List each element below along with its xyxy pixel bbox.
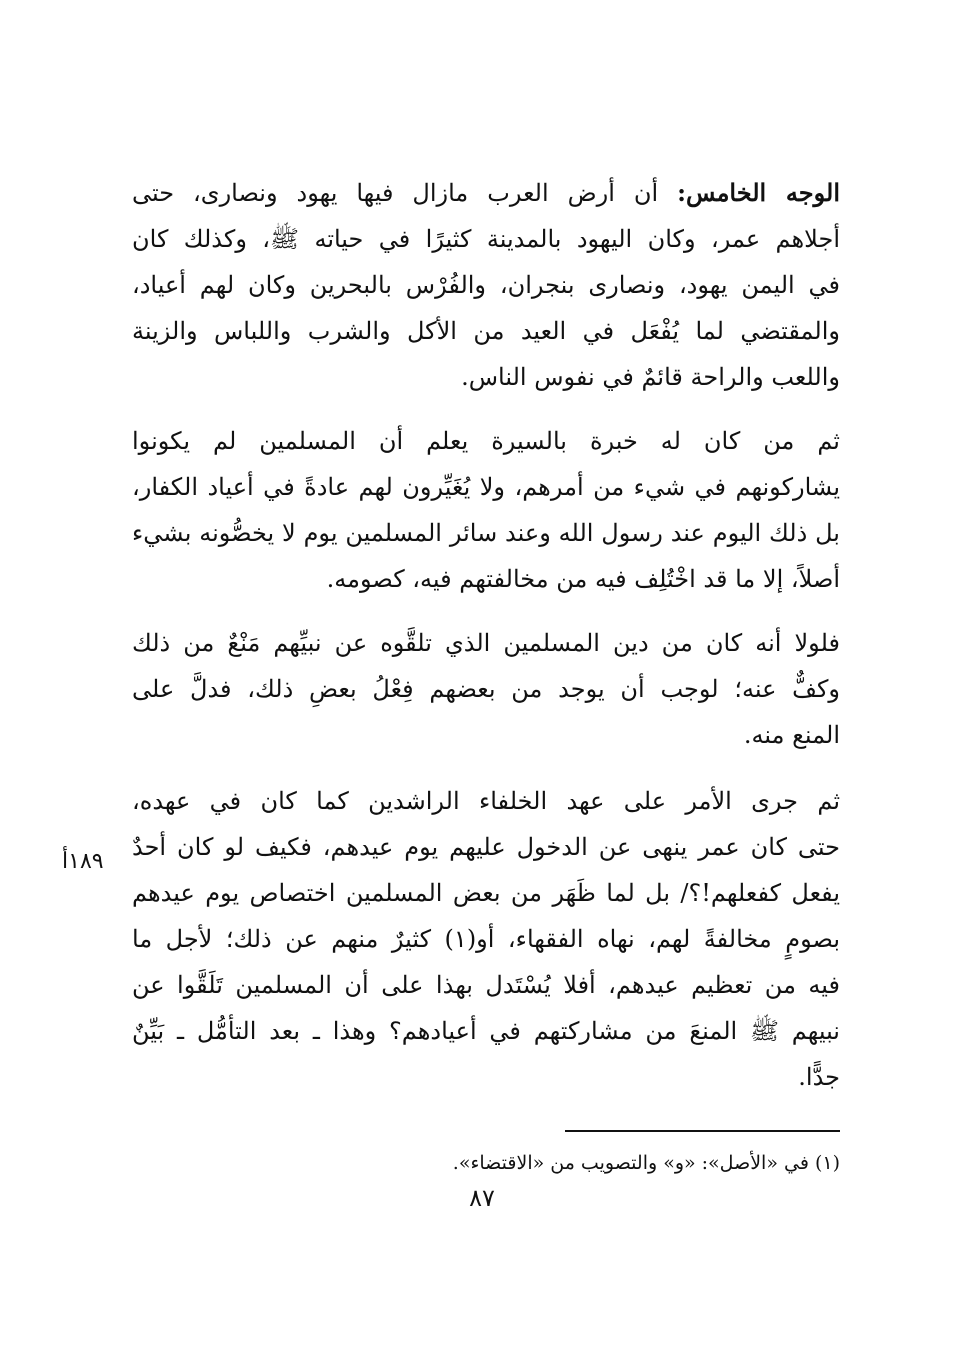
- text-line: واللعب والراحة قائمٌ في نفوس الناس.: [461, 363, 840, 391]
- text-line: حتى كان عمر ينهى عن الدخول عليهم يوم عيدهم، فكيف لو كان أحدٌ: [132, 833, 840, 861]
- footnote: (١) في «الأصل»: «و» والتصويب من «الاقتضاء».: [452, 1152, 840, 1174]
- text-line: في اليمن يهود، ونصارى بنجران، والفُرْس بالبحرين وكان لهم أعياد،: [132, 271, 840, 299]
- section-heading: الوجه الخامس:: [677, 178, 840, 207]
- text-line: بصومٍ مخالفةً لهم، نهاه الفقهاء، أو(١) كثيرٌ منهم عن ذلك؛ لأجل ما: [132, 925, 841, 953]
- text-line: جدًّا.: [798, 1063, 840, 1091]
- text-line: المنع منه.: [743, 721, 840, 749]
- text-line: والمقتضي لما يُفْعَل في العيد من الأكل والشرب واللباس والزينة: [132, 317, 840, 345]
- text-line: ثم من كان له خبرة بالسيرة يعلم أن المسلمين لم يكونوا: [132, 427, 840, 455]
- text-line: فلولا أنه كان من دين المسلمين الذي تلقَّوه عن نبيِّهم مَنْعٌ من ذلك: [132, 629, 840, 657]
- text-line: نبيهم ﷺ المنعَ من مشاركتهم في أعيادهم؟ وهذا ـ بعد التأمُّل ـ بَيِّنٌ: [132, 1017, 840, 1045]
- manuscript-folio-note: ١٨٩أ: [62, 849, 104, 874]
- text-line: أصلاً، إلا ما قد اخْتُلِف فيه من مخالفتهم فيه، كصومه.: [326, 565, 840, 593]
- text-line: الوجه الخامس: أن أرض العرب مازال فيها يهود ونصارى، حتى: [132, 178, 840, 207]
- footnote-separator: [565, 1130, 840, 1132]
- text-line: يشاركونهم في شيء من أمرهم، ولا يُغَيِّرون لهم عادةً في أعياد الكفار،: [132, 473, 841, 501]
- paragraph-2: [132, 418, 840, 602]
- text-line: ثم جرى الأمر على عهد الخلفاء الراشدين كما كان في عهده،: [132, 787, 840, 815]
- text-line: فيه من تعظيم عيدهم، أفلا يُسْتَدل بهذا على أن المسلمين تَلَقَّوا عن: [132, 971, 840, 999]
- text-line: يفعل كفعلهم!؟/ بل لما ظَهَر من بعض المسلمين اختصاص يوم عيدهم: [132, 879, 840, 907]
- paragraph-3: [132, 620, 840, 758]
- paragraph-1: [132, 170, 840, 400]
- text-line: بل ذلك اليوم عند رسول الله وعند سائر المسلمين يوم لا يخصُّونه بشيء: [132, 519, 840, 547]
- text-line: أجلاهم عمر، وكان اليهود بالمدينة كثيرًا في حياته ﷺ، وكذلك كان: [132, 225, 840, 253]
- paragraph-4: [132, 778, 840, 1100]
- text-line: وكفٌّ عنه؛ لوجب أن يوجد من بعضهم فِعْلُ بعضِ ذلك، فدلَّ على: [132, 675, 840, 703]
- page-number: ٨٧: [469, 1184, 495, 1212]
